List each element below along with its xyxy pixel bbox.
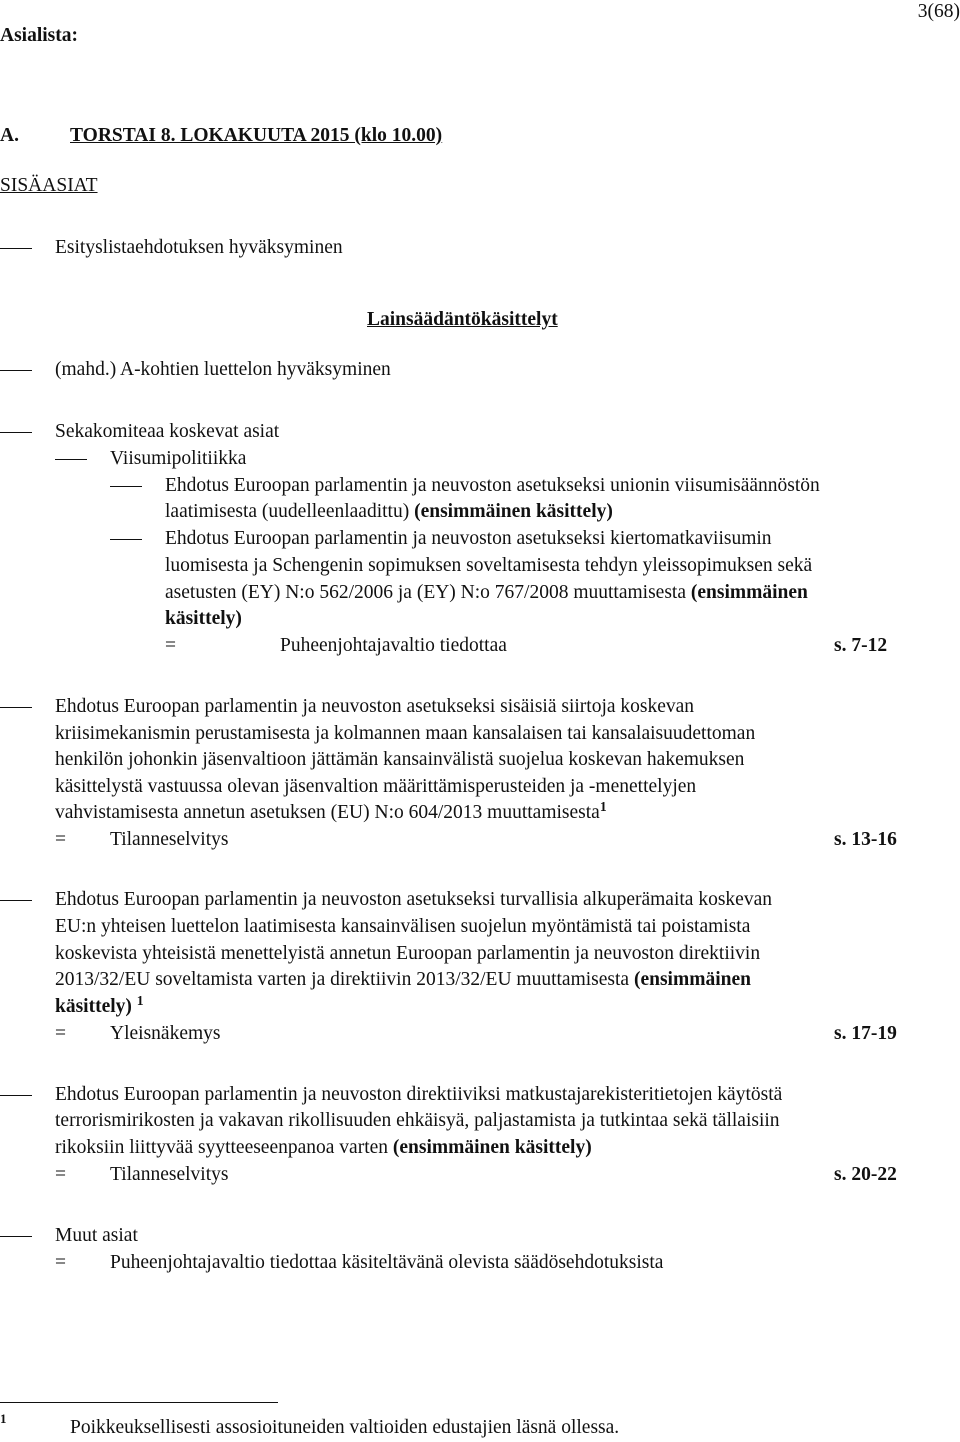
safe-countries-pages: s. 17-19 bbox=[834, 1023, 897, 1044]
equals-sign: = bbox=[55, 829, 66, 850]
dash-marker bbox=[0, 707, 32, 708]
dash-marker bbox=[0, 1236, 32, 1237]
footnote-separator bbox=[0, 1402, 278, 1403]
safe-countries-line3: koskevista yhteisistä menettelyistä annetun Euroopan parlamentin ja neuvoston direktiivin bbox=[55, 943, 761, 964]
visa-item2-line4: käsittely) bbox=[165, 608, 242, 629]
visa-item2-line2: luomisesta ja Schengenin sopimuksen soveltamisesta tehdyn yleissopimuksen sekä bbox=[165, 555, 813, 576]
pnr-line2: terrorismirikosten ja vakavan rikollisuuden ehkäisyä, paljastamista ja tutkintaa sekä tällaisiin bbox=[55, 1110, 780, 1131]
pnr-pages: s. 20-22 bbox=[834, 1164, 897, 1185]
relocation-line2: kriisimekanismin perustamisesta ja kolmannen maan kansalaisen tai kansalaisuudettoman bbox=[55, 723, 756, 744]
other-action: Puheenjohtajavaltio tiedottaa käsiteltävänä olevista säädösehdotuksista bbox=[110, 1252, 664, 1273]
agenda-approval: Esityslistaehdotuksen hyväksyminen bbox=[55, 237, 343, 258]
relocation-line5: vahvistamisesta annetun asetuksen (EU) N:o 604/2013 muuttamisesta$^1$ bbox=[55, 798, 607, 823]
page-number: 3(68) bbox=[917, 1, 960, 22]
visa-item1-line1: Ehdotus Euroopan parlamentin ja neuvoston asetukseksi unionin viisumisäännöstön bbox=[165, 475, 820, 496]
footnote-text: Poikkeuksellisesti assosioituneiden valtioiden edustajien läsnä ollessa. bbox=[70, 1417, 620, 1438]
relocation-line1: Ehdotus Euroopan parlamentin ja neuvoston asetukseksi sisäisiä siirtoja koskevan bbox=[55, 696, 695, 717]
section-letter: A. bbox=[0, 125, 19, 146]
footnote-reference: 1 bbox=[136, 992, 144, 1008]
other-heading: Muut asiat bbox=[55, 1225, 138, 1246]
visa-item2-action: Puheenjohtajavaltio tiedottaa bbox=[280, 635, 507, 656]
dash-marker bbox=[0, 1095, 32, 1096]
dash-marker bbox=[0, 900, 32, 901]
legislative-heading: Lainsäädäntökäsittelyt bbox=[367, 309, 558, 330]
dash-marker bbox=[0, 248, 32, 249]
equals-sign: = bbox=[55, 1023, 66, 1044]
footnote-number: 1 bbox=[0, 1411, 7, 1426]
equals-sign: = bbox=[55, 1252, 66, 1273]
document-title: Asialista: bbox=[0, 25, 78, 46]
visa-item2-line1: Ehdotus Euroopan parlamentin ja neuvoston asetukseksi kiertomatkaviisumin bbox=[165, 528, 772, 549]
pnr-action: Tilanneselvitys bbox=[110, 1164, 229, 1185]
pnr-line3: rikoksiin liittyvää syytteeseenpanoa varten (ensimmäinen käsittely) bbox=[55, 1137, 592, 1158]
safe-countries-line1: Ehdotus Euroopan parlamentin ja neuvoston asetukseksi turvallisia alkuperämaita koskevan bbox=[55, 889, 772, 910]
dash-marker bbox=[110, 486, 142, 487]
visa-item2-line3: asetusten (EY) N:o 562/2006 ja (EY) N:o 767/2008 muuttamisesta (ensimmäinen bbox=[165, 582, 808, 603]
dash-marker bbox=[0, 432, 32, 433]
relocation-pages: s. 13-16 bbox=[834, 829, 897, 850]
a-items: (mahd.) A-kohtien luettelon hyväksyminen bbox=[55, 359, 391, 380]
safe-countries-line5: käsittely) $^1$ bbox=[55, 992, 144, 1017]
mixed-committee-heading: Sekakomiteaa koskevat asiat bbox=[55, 421, 280, 442]
dash-marker bbox=[55, 459, 87, 460]
visa-item2-pages: s. 7-12 bbox=[834, 635, 888, 656]
meeting-date: TORSTAI 8. LOKAKUUTA 2015 (klo 10.00) bbox=[70, 125, 443, 146]
visa-item1-line2: laatimisesta (uudelleenlaadittu) (ensimmäinen käsittely) bbox=[165, 501, 613, 522]
equals-sign: = bbox=[165, 635, 176, 656]
relocation-line3: henkilön johonkin jäsenvaltioon jättämän kansainvälistä suojelua koskevan hakemuksen bbox=[55, 749, 745, 770]
pnr-line1: Ehdotus Euroopan parlamentin ja neuvoston direktiiviksi matkustajarekisteritietojen käytöstä bbox=[55, 1084, 783, 1105]
dash-marker bbox=[0, 370, 32, 371]
area-title: SISÄASIAT bbox=[0, 175, 98, 196]
dash-marker bbox=[110, 539, 142, 540]
safe-countries-line2: EU:n yhteisen luettelon laatimisesta kansainvälisen suojelun myöntämistä tai poistamista bbox=[55, 916, 751, 937]
safe-countries-action: Yleisnäkemys bbox=[110, 1023, 221, 1044]
relocation-line4: käsittelystä vastuussa olevan jäsenvaltion määrittämisperusteiden ja -menettelyjen bbox=[55, 776, 697, 797]
visa-policy-heading: Viisumipolitiikka bbox=[110, 448, 247, 469]
relocation-action: Tilanneselvitys bbox=[110, 829, 229, 850]
footnote-reference: 1 bbox=[599, 798, 607, 814]
safe-countries-line4: 2013/32/EU soveltamista varten ja direktiivin 2013/32/EU muuttamisesta (ensimmäinen bbox=[55, 969, 751, 990]
equals-sign: = bbox=[55, 1164, 66, 1185]
